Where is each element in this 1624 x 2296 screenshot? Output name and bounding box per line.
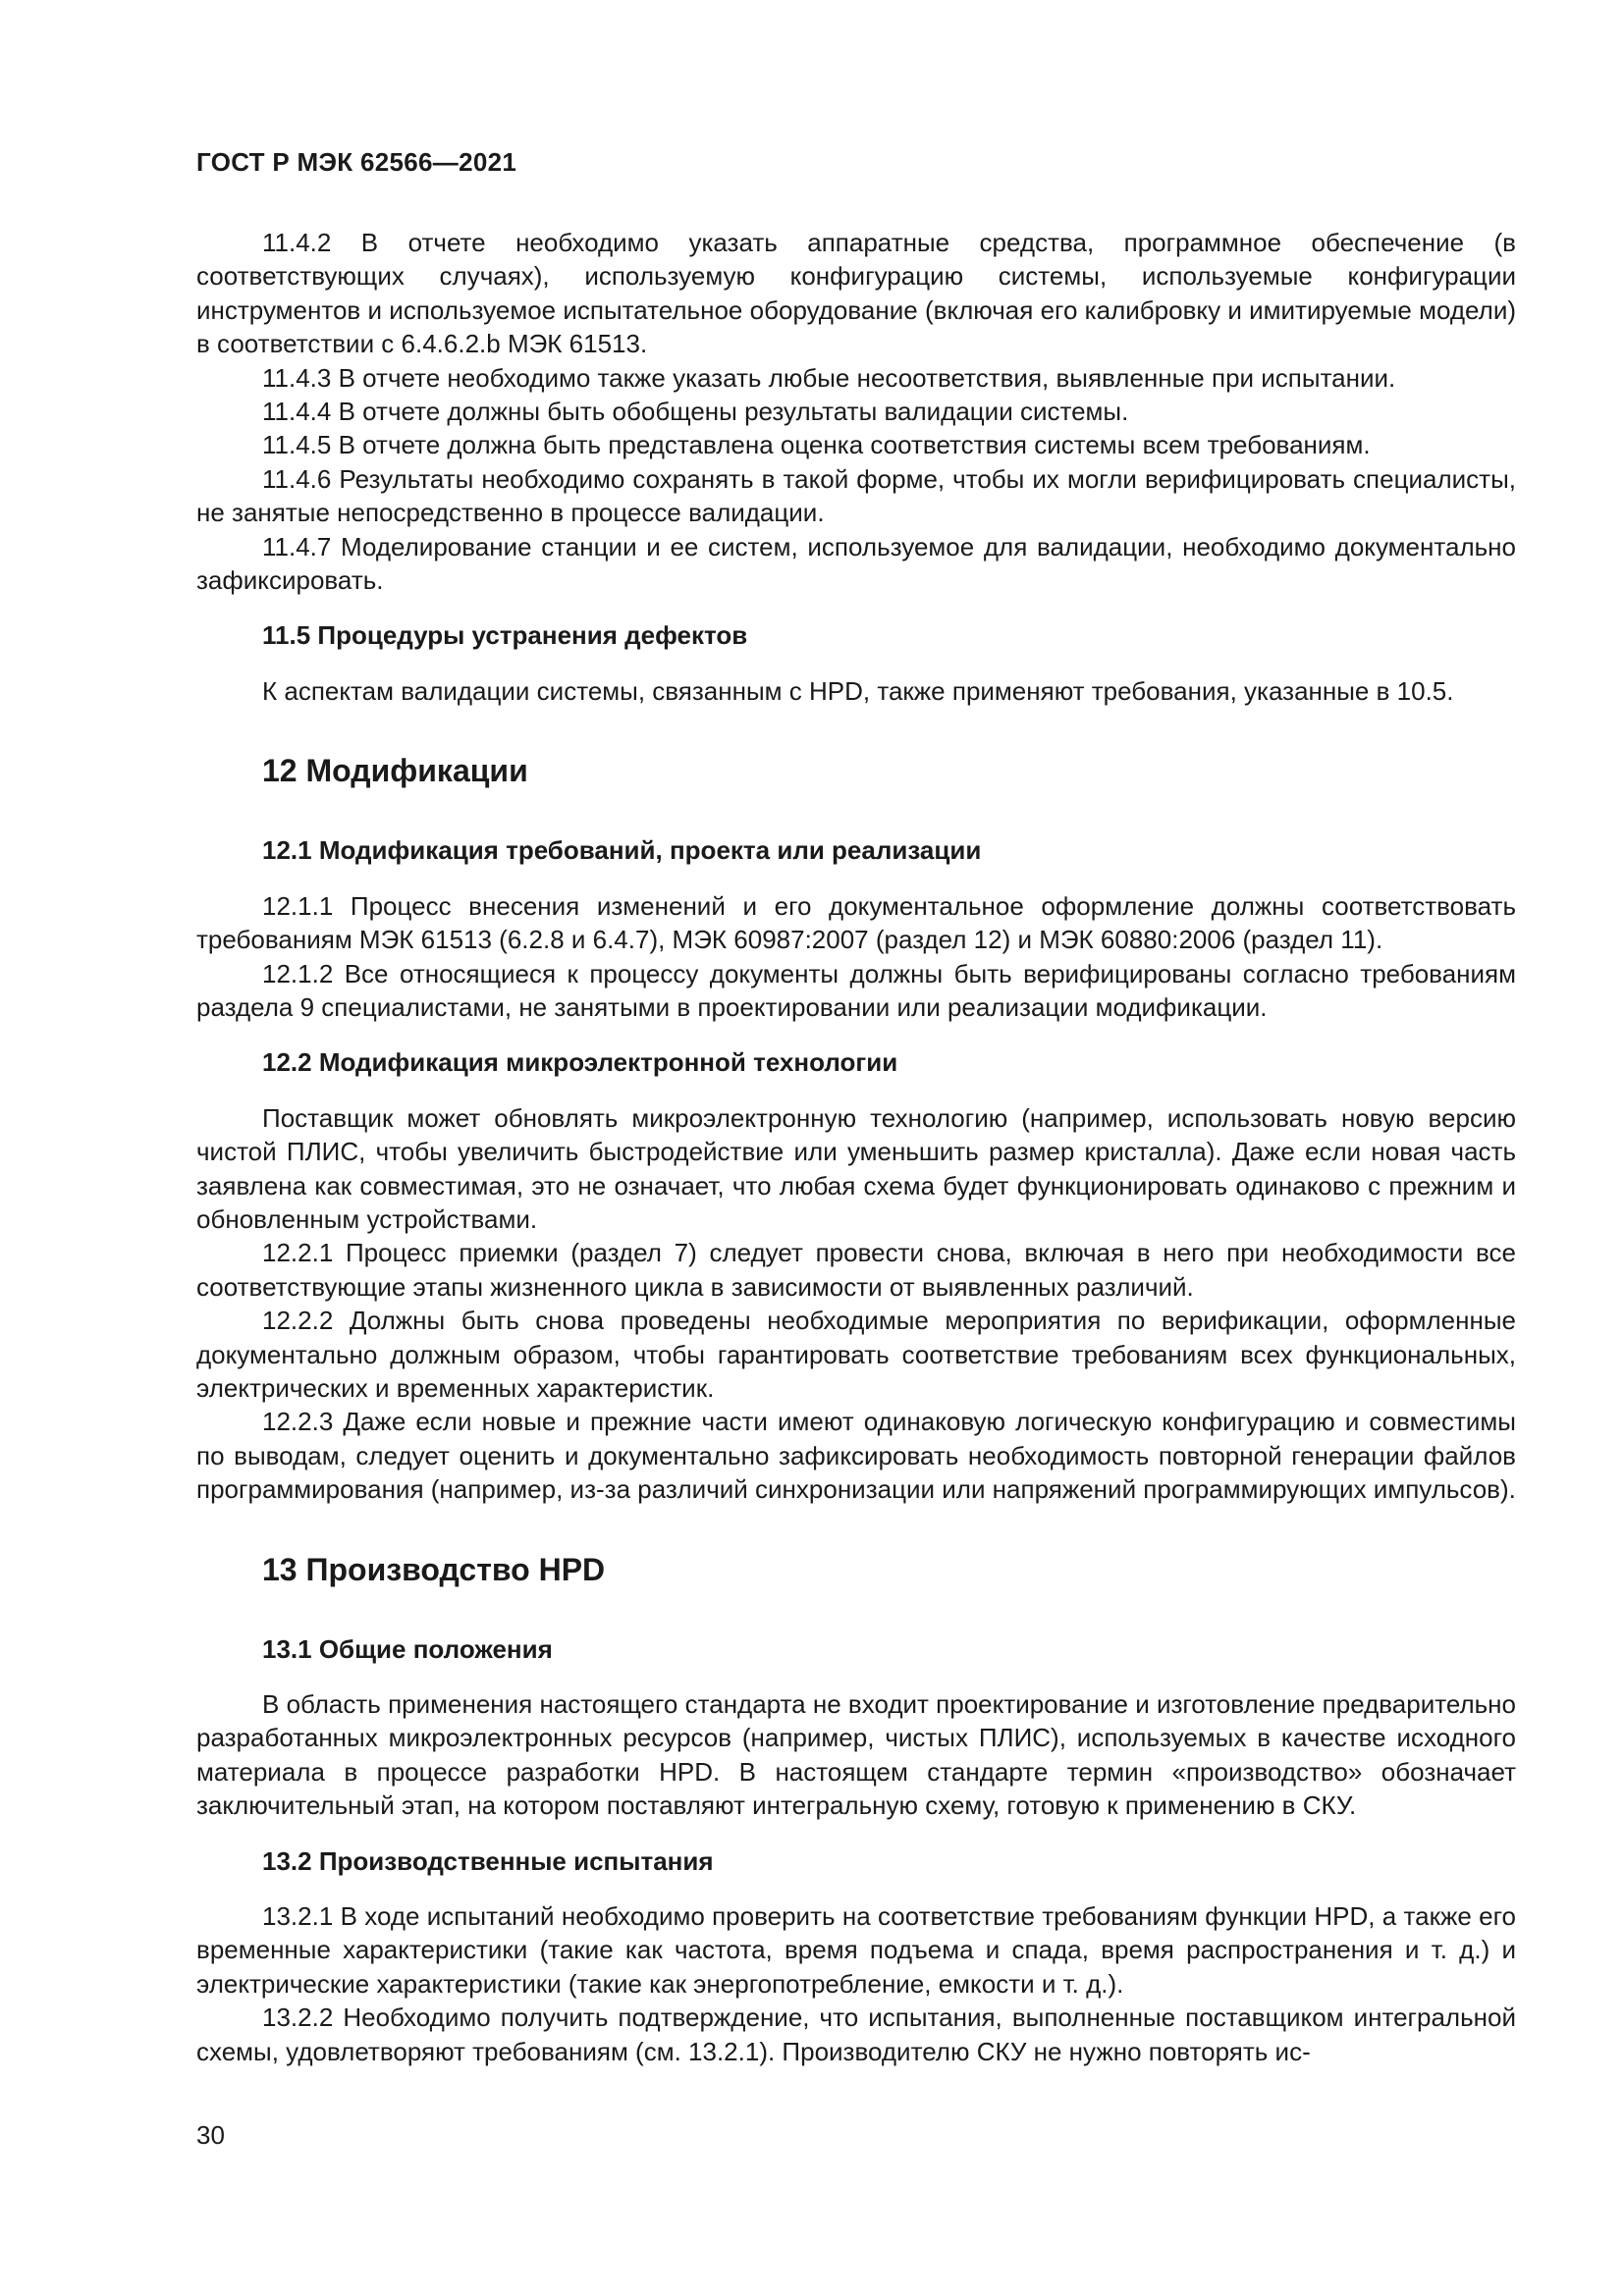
paragraph-11-5: К аспектам валидации системы, связанным с HPD, также применяют требования, указанные в 10.5. bbox=[262, 675, 1454, 706]
paragraph-13-2-2: 13.2.2 Необходимо получить подтверждение, что испытания, выполненные поставщиком интегральной схемы, удовлетворяют требованиям (см. 13.2.1). Производителю СКУ не нужно повторять ис- bbox=[196, 2002, 1516, 2066]
paragraph-11-4-5: 11.4.5 В отчете должна быть представлена оценка соответствия системы всем требованиям. bbox=[262, 430, 1371, 460]
paragraph-12-1-2: 12.1.2 Все относящиеся к процессу документы должны быть верифицированы согласно требованиям раздела 9 специалистами, не занятыми в проектировании или реализации модификации. bbox=[196, 958, 1516, 1022]
heading-13-1: 13.1 Общие положения bbox=[262, 1633, 553, 1664]
page-number: 30 bbox=[196, 2120, 225, 2150]
paragraph-13-2-1: 13.2.1 В ходе испытаний необходимо проверить на соответствие требованиям функции HPD, а также его временные характеристики (такие как частота, время подъема и спада, время распространения и т. д.) и электрические характеристики (такие как энергопотребление, емкости и т. д.). bbox=[196, 1901, 1516, 1999]
paragraph-12-2-2: 12.2.2 Должны быть снова проведены необходимые мероприятия по верификации, оформленные документально должным образом, чтобы гарантировать соответствие требованиям всех функциональных, электрических и временных характеристик. bbox=[196, 1306, 1516, 1403]
document-body bbox=[196, 226, 1516, 2068]
paragraph-11-4-3: 11.4.3 В отчете необходимо также указать любые несоответствия, выявленные при испытании. bbox=[262, 362, 1396, 393]
paragraph-12-2-3: 12.2.3 Даже если новые и прежние части имеют одинаковую логическую конфигурацию и совместимы по выводам, следует оценить и документально зафиксировать необходимость повторной генерации файлов программирования (например, из-за различий синхронизации или напряжений программирующих импульсов). bbox=[196, 1407, 1516, 1505]
heading-12-2: 12.2 Модификация микроэлектронной технологии bbox=[262, 1047, 898, 1078]
paragraph-11-4-7: 11.4.7 Моделирование станции и ее систем, используемое для валидации, необходимо документально зафиксировать. bbox=[196, 531, 1516, 596]
paragraph-12-1-1: 12.1.1 Процесс внесения изменений и его документальное оформление должны соответствовать требованиям МЭК 61513 (6.2.8 и 6.4.7), МЭК 60987:2007 (раздел 12) и МЭК 60880:2006 (раздел 11). bbox=[196, 890, 1516, 955]
paragraph-12-2-1: 12.2.1 Процесс приемки (раздел 7) следует провести снова, включая в него при необходимости все соответствующие этапы жизненного цикла в зависимости от выявленных различий. bbox=[196, 1238, 1516, 1302]
document-header: ГОСТ Р МЭК 62566—2021 bbox=[196, 147, 517, 177]
heading-13-2: 13.2 Производственные испытания bbox=[262, 1845, 714, 1876]
paragraph-11-4-4: 11.4.4 В отчете должны быть обобщены результаты валидации системы. bbox=[262, 397, 1129, 427]
paragraph-11-4-6: 11.4.6 Результаты необходимо сохранять в такой форме, чтобы их могли верифицировать специалисты, не занятые непосредственно в процессе валидации. bbox=[196, 463, 1516, 528]
heading-12-1: 12.1 Модификация требований, проекта или реализации bbox=[262, 835, 982, 866]
section-heading-13: 13 Производство HPD bbox=[262, 1551, 606, 1587]
section-heading-12: 12 Модификации bbox=[262, 753, 528, 789]
heading-11-5: 11.5 Процедуры устранения дефектов bbox=[262, 620, 748, 651]
paragraph-13-1: В область применения настоящего стандарта не входит проектирование и изготовление предварительно разработанных микроэлектронных ресурсов (например, чистых ПЛИС), используемых в качестве исходного материала в процессе разработки HPD. В настоящем стандарте термин «производство» обозначает заключительный этап, на котором поставляют интегральную схему, готовую к применению в СКУ. bbox=[196, 1689, 1516, 1821]
paragraph-12-2: Поставщик может обновлять микроэлектронную технологию (например, использовать новую версию чистой ПЛИС, чтобы увеличить быстродействие или уменьшить размер кристалла). Даже если новая часть заявлена как совместимая, это не означает, что любая схема будет функционировать одинаково с прежним и обновленным устройствами. bbox=[196, 1102, 1516, 1234]
paragraph-11-4-2: 11.4.2 В отчете необходимо указать аппаратные средства, программное обеспечение (в соответствующих случаях), используемую конфигурацию системы, используемые конфигурации инструментов и используемое испытательное оборудование (включая его калибровку и имитируемые модели) в соответствии с 6.4.6.2.b МЭК 61513. bbox=[196, 228, 1516, 359]
